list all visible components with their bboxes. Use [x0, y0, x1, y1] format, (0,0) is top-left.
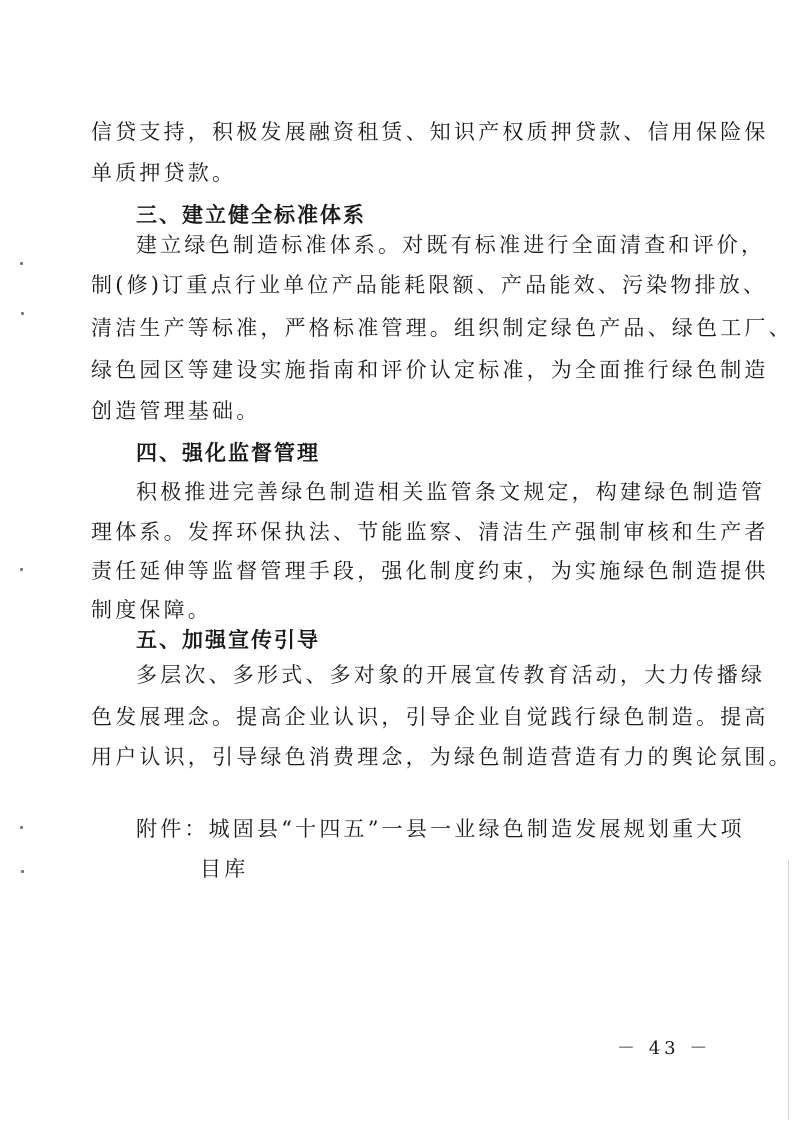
- section-heading: 三、建立健全标准体系: [136, 203, 366, 227]
- paragraph-line: 多层次、多形式、多对象的开展宣传教育活动，大力传播绿: [136, 663, 766, 687]
- paragraph-line: 绿色园区等建设实施指南和评价认定标准，为全面推行绿色制造: [91, 358, 769, 382]
- paragraph-line: 创造管理基础。: [91, 399, 261, 423]
- paragraph-line: 色发展理念。提高企业认识，引导企业自觉践行绿色制造。提高: [91, 705, 769, 729]
- section-heading: 五、加强宣传引导: [136, 628, 320, 652]
- paragraph-line: 单质押贷款。: [91, 161, 237, 185]
- paragraph-line: 制(修)订重点行业单位产品能耗限额、产品能效、污染物排放、: [91, 273, 768, 297]
- paragraph-line: 用户认识，引导绿色消费理念，为绿色制造营造有力的舆论氛围。: [91, 745, 793, 769]
- paragraph-line: 积极推进完善绿色制造相关监管条文规定，构建绿色制造管: [136, 480, 766, 504]
- paragraph-line: 理体系。发挥环保执法、节能监察、清洁生产强制审核和生产者: [91, 520, 769, 544]
- attachment-line: 附件：城固县“十四五”一县一业绿色制造发展规划重大项: [136, 817, 745, 841]
- scan-speck: [21, 312, 24, 315]
- paragraph-line: 责任延伸等监督管理手段，强化制度约束，为实施绿色制造提供: [91, 559, 769, 583]
- scan-speck: [21, 870, 24, 873]
- paragraph-line: 清洁生产等标准，严格标准管理。组织制定绿色产品、绿色工厂、: [91, 316, 793, 340]
- section-heading: 四、强化监督管理: [136, 441, 320, 465]
- scan-speck: [20, 826, 23, 829]
- scan-edge: [788, 860, 789, 1120]
- scan-speck: [20, 568, 23, 571]
- paragraph-line: 建立绿色制造标准体系。对既有标准进行全面清查和评价，: [136, 233, 766, 257]
- paragraph-line: 信贷支持，积极发展融资租赁、知识产权质押贷款、信用保险保: [91, 120, 769, 144]
- paragraph-line: 制度保障。: [91, 598, 212, 622]
- scan-speck: [20, 262, 23, 265]
- attachment-line: 目库: [200, 857, 249, 881]
- page-number: － 43 －: [617, 1038, 712, 1059]
